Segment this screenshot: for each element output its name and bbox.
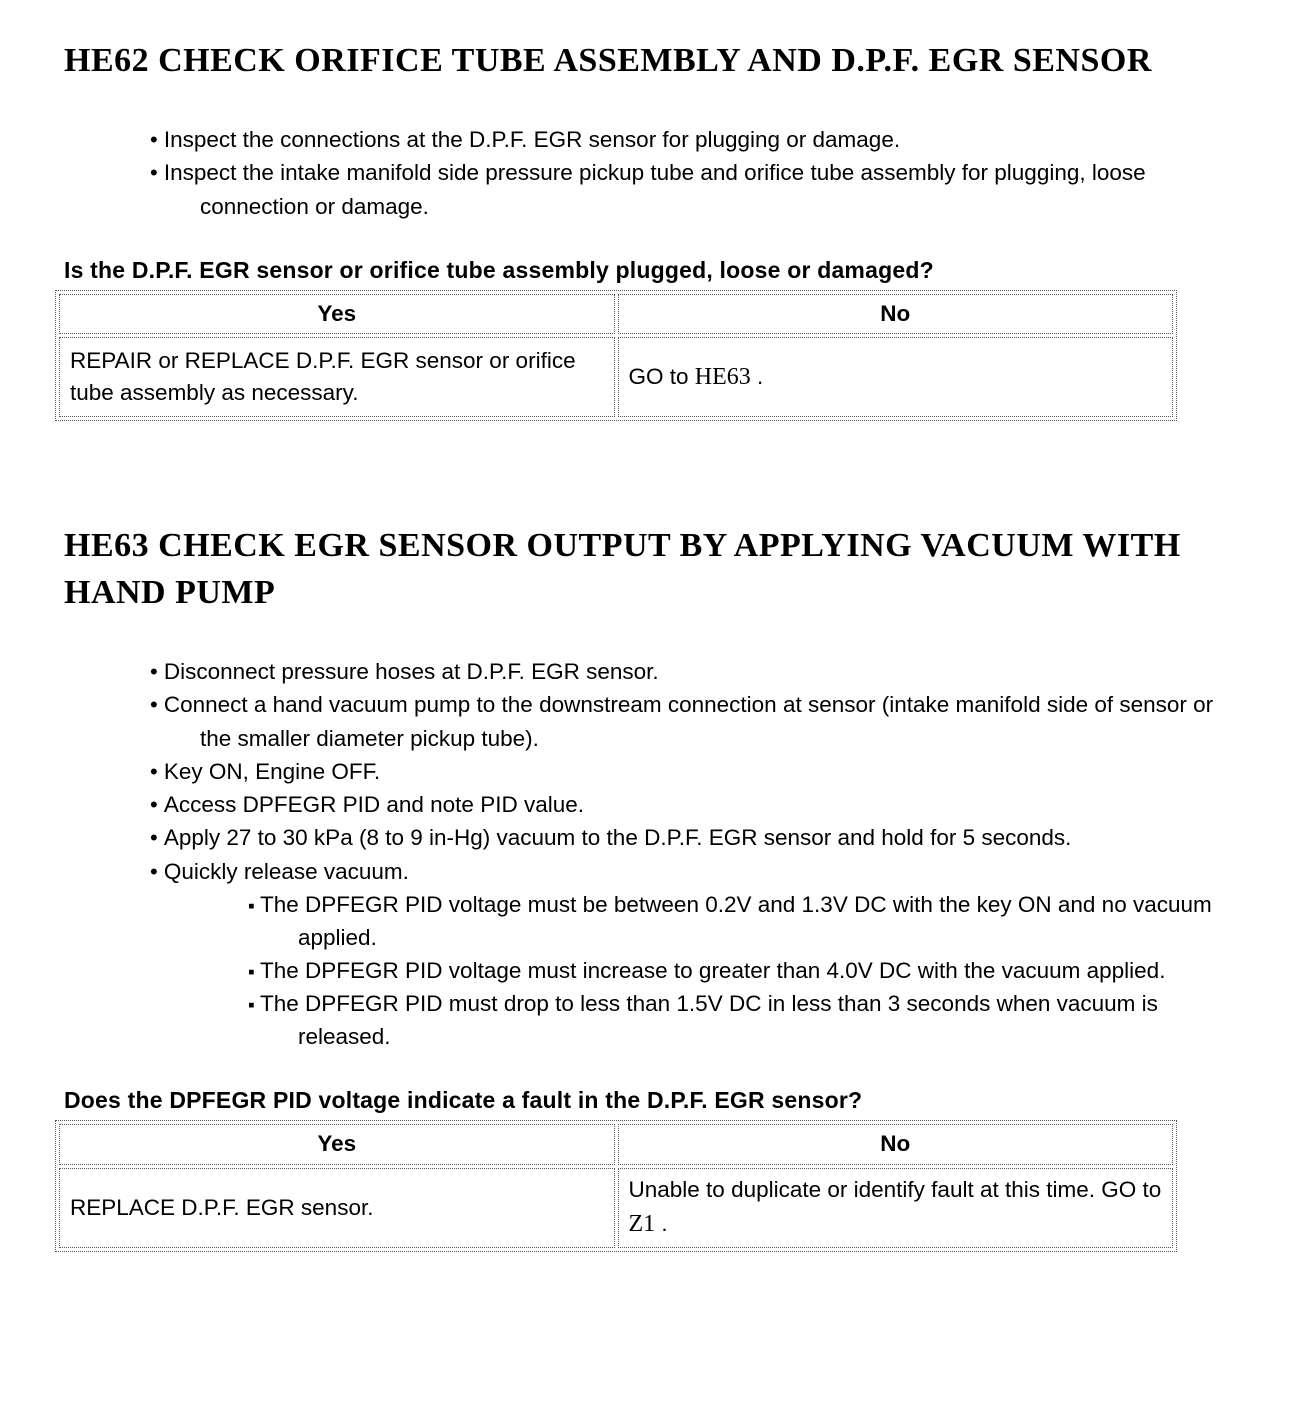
yes-action-cell [59, 337, 615, 417]
yes-action-cell [59, 1168, 615, 1248]
instruction-item: • Quickly release vacuum. [150, 855, 1246, 888]
spec-item: ▪ The DPFEGR PID voltage must increase to greater than 4.0V DC with the vacuum applied. [248, 954, 1246, 987]
col-header-no: No [618, 294, 1174, 335]
decision-table-he63 [55, 1120, 1177, 1252]
yes-action-text: REPAIR or REPLACE D.P.F. EGR sensor or orifice tube assembly as necessary. [70, 347, 576, 406]
section-heading-he63: HE63 CHECK EGR SENSOR OUTPUT BY APPLYING VACUUM WITH HAND PUMP [64, 527, 1181, 612]
col-header-yes: Yes [59, 1124, 615, 1165]
instruction-item: • Key ON, Engine OFF. [150, 755, 1246, 788]
decision-question-he62: Is the D.P.F. EGR sensor or orifice tube assembly plugged, loose or damaged? [64, 256, 934, 283]
decision-table-he62 [55, 290, 1177, 422]
section-heading-he62: HE62 CHECK ORIFICE TUBE ASSEMBLY AND D.P.F. EGR SENSOR [64, 42, 1152, 79]
spec-item: ▪ The DPFEGR PID must drop to less than 1.5V DC in less than 3 seconds when vacuum is released. [248, 987, 1246, 1053]
instruction-item: • Access DPFEGR PID and note PID value. [150, 788, 1246, 821]
instruction-list-he63 [150, 655, 1246, 888]
no-action-suffix: . [750, 363, 764, 389]
col-header-yes: Yes [59, 294, 615, 335]
spec-item: ▪ The DPFEGR PID voltage must be between 0.2V and 1.3V DC with the key ON and no vacuum applied. [248, 888, 1246, 954]
instruction-item: • Inspect the connections at the D.P.F. EGR sensor for plugging or damage. [150, 123, 1246, 156]
instruction-item: • Disconnect pressure hoses at D.P.F. EGR sensor. [150, 655, 1246, 688]
yes-action-text: REPLACE D.P.F. EGR sensor. [70, 1194, 374, 1220]
instruction-item: • Connect a hand vacuum pump to the downstream connection at sensor (intake manifold side of sensor or the smaller diameter pickup tube). [150, 688, 1246, 754]
no-action-text: GO to [628, 363, 695, 389]
go-to-z1-link[interactable]: Z1 [628, 1210, 656, 1237]
go-to-he63-link[interactable]: HE63 [694, 363, 751, 390]
decision-question-he63: Does the DPFEGR PID voltage indicate a fault in the D.P.F. EGR sensor? [64, 1087, 863, 1114]
instruction-item: • Inspect the intake manifold side pressure pickup tube and orifice tube assembly for plugging, loose connection or damage. [150, 156, 1246, 222]
instruction-list-he62 [150, 123, 1246, 223]
col-header-no: No [618, 1124, 1174, 1165]
spec-list-he63 [248, 888, 1246, 1053]
no-action-cell [618, 1168, 1174, 1248]
instruction-item: • Apply 27 to 30 kPa (8 to 9 in-Hg) vacuum to the D.P.F. EGR sensor and hold for 5 seconds. [150, 821, 1246, 854]
no-action-cell [618, 337, 1174, 417]
pinpoint-test-he62 [64, 38, 1246, 421]
no-action-text: Unable to duplicate or identify fault at this time. GO to [628, 1177, 1162, 1203]
pinpoint-test-he63 [64, 523, 1246, 1252]
no-action-suffix: . [655, 1210, 668, 1236]
